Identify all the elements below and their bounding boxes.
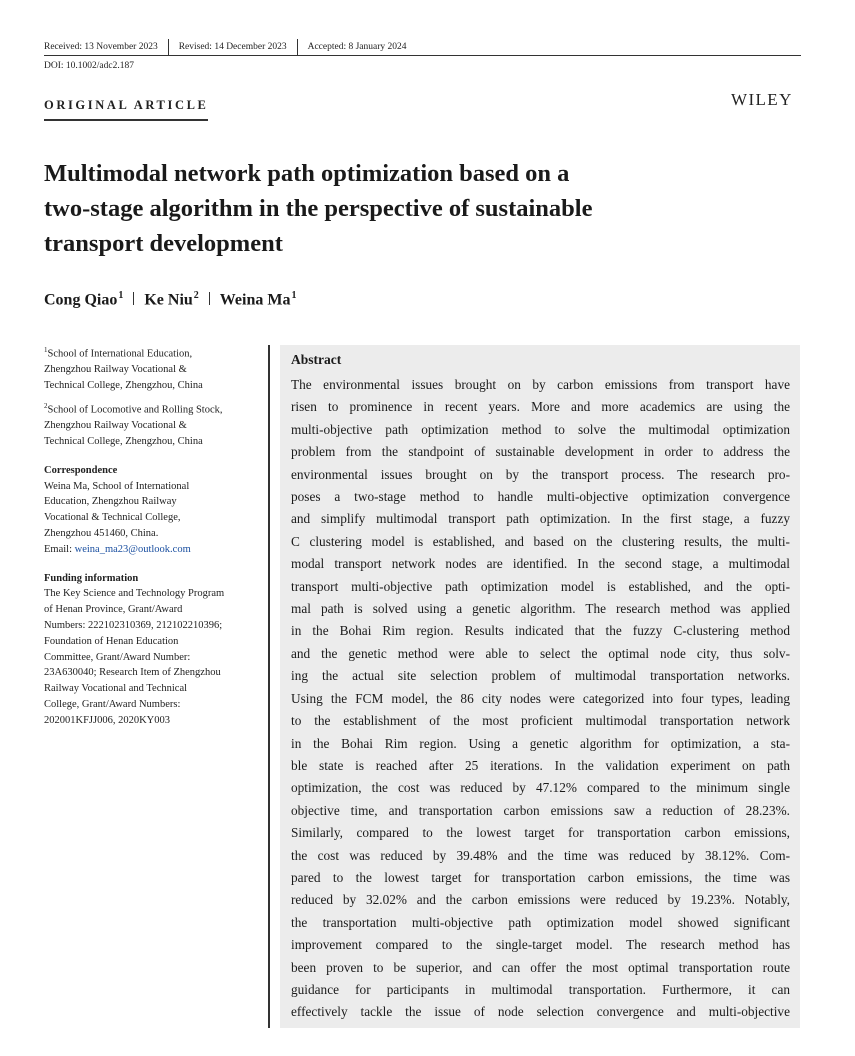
email-link[interactable]: weina_ma23@outlook.com bbox=[74, 543, 191, 555]
correspondence-line: Weina Ma, School of International bbox=[44, 480, 190, 492]
article-title bbox=[44, 156, 784, 261]
funding-line: 202001KFJJ006, 2020KY003 bbox=[44, 714, 171, 726]
abstract-line: C clustering model is established, and based on the clustering results, the multi- bbox=[291, 533, 790, 549]
affiliation-line: School of Locomotive and Rolling Stock, bbox=[47, 404, 223, 416]
author-name: Cong Qiao bbox=[44, 291, 118, 309]
abstract-line: transport multi-objective path optimization model is established, and the opti- bbox=[291, 578, 790, 594]
abstract-line: reduced by 32.02% and the carbon emissions were reduced by 19.23%. Notably, bbox=[291, 892, 790, 908]
sidebar-divider bbox=[268, 345, 270, 1028]
author-separator bbox=[133, 292, 134, 305]
author-list bbox=[44, 290, 296, 309]
abstract-line: modal transport network nodes are identified. In the second stage, a multimodal bbox=[291, 556, 790, 572]
correspondence-line: Zhengzhou 451460, China. bbox=[44, 527, 159, 539]
abstract-line: ble state is reached after 25 iterations. In the validation experiment on path bbox=[291, 757, 790, 773]
author[interactable] bbox=[220, 290, 297, 309]
author[interactable] bbox=[144, 290, 198, 309]
abstract-line: pared to the lowest target for transportation carbon emissions, the time was bbox=[291, 869, 790, 885]
doi[interactable]: DOI: 10.1002/adc2.187 bbox=[44, 61, 134, 71]
correspondence-heading: Correspondence bbox=[44, 464, 118, 476]
abstract-line: to the establishment of the most proficient multimodal transportation network bbox=[291, 713, 790, 729]
funding-line: 23A630040; Research Item of Zhengzhou bbox=[44, 667, 221, 679]
funding-line: of Henan Province, Grant/Award bbox=[44, 604, 183, 616]
abstract-line: and simplify multimodal transport path optimization. In the first stage, a fuzzy bbox=[291, 511, 790, 527]
funding-line: Railway Vocational and Technical bbox=[44, 683, 188, 695]
title-line: Multimodal network path optimization based on a bbox=[44, 160, 570, 187]
publisher-logo: WILEY bbox=[731, 90, 793, 109]
funding-line: Foundation of Henan Education bbox=[44, 635, 179, 647]
abstract-line: objective time, and transportation carbon emissions saw a reduction of 28.23%. bbox=[291, 802, 790, 818]
abstract-line: been proven to be superior, and can offer the most optimal transportation route bbox=[291, 959, 790, 975]
abstract-line: in the Bohai Rim region. Results indicated that the fuzzy C-clustering method bbox=[291, 623, 790, 639]
abstract-line: the transportation multi-objective path optimization model showed significant bbox=[291, 914, 790, 930]
affiliation-line: Technical College, Zhengzhou, China bbox=[44, 435, 203, 447]
correspondence-email-line bbox=[44, 542, 262, 558]
date-separator bbox=[297, 39, 298, 55]
affiliation-mark: 2 bbox=[44, 401, 48, 410]
abstract-line: improvement compared to the single-target model. The research method has bbox=[291, 937, 790, 953]
author[interactable] bbox=[44, 290, 123, 309]
header-rule bbox=[44, 55, 801, 56]
author-name: Ke Niu bbox=[144, 291, 193, 309]
article-sidebar bbox=[44, 343, 262, 729]
abstract-line: Similarly, compared to the lowest target for transportation carbon emissions, bbox=[291, 825, 790, 841]
affiliation-line: Zhengzhou Railway Vocational & bbox=[44, 364, 187, 376]
abstract-line: The environmental issues brought on by carbon emissions from transport have bbox=[291, 377, 790, 392]
affiliation bbox=[44, 399, 262, 450]
email-label: Email: bbox=[44, 543, 75, 555]
author-name: Weina Ma bbox=[219, 291, 291, 309]
abstract-line: problem from the standpoint of sustainable development in order to address the bbox=[291, 444, 790, 460]
author-affiliation-mark: 2 bbox=[193, 290, 199, 301]
abstract-heading: Abstract bbox=[291, 352, 342, 367]
funding-line: The Key Science and Technology Program bbox=[44, 588, 225, 600]
section-label: ORIGINAL ARTICLE bbox=[44, 98, 208, 121]
abstract-line: optimization, the cost was reduced by 47.12% compared to the minimum single bbox=[291, 780, 790, 796]
affiliation-line: Zhengzhou Railway Vocational & bbox=[44, 420, 187, 432]
affiliation-line: Technical College, Zhengzhou, China bbox=[44, 380, 203, 392]
funding-line: College, Grant/Award Numbers: bbox=[44, 698, 181, 710]
funding-heading: Funding information bbox=[44, 572, 139, 584]
abstract-line: in the Bohai Rim region. Using a genetic algorithm for optimization, a sta- bbox=[291, 735, 790, 751]
abstract-line: ing the actual site selection problem of multimodal transportation networks. bbox=[291, 668, 790, 684]
correspondence-line: Vocational & Technical College, bbox=[44, 512, 181, 524]
author-affiliation-mark: 1 bbox=[291, 290, 297, 301]
revised-date: Revised: 14 December 2023 bbox=[178, 42, 287, 52]
abstract-line: guidance for participants in multimodal transportation. Furthermore, it can bbox=[291, 981, 790, 997]
title-line: transport development bbox=[44, 230, 283, 257]
abstract-line: environmental issues brought on by the transport process. The research pro- bbox=[291, 466, 790, 482]
abstract-line: mal path is solved using a genetic algorithm. The research method was applied bbox=[291, 601, 790, 617]
abstract-line: Using the FCM model, the 86 city nodes were categorized into four types, leading bbox=[291, 690, 790, 706]
abstract-line: poses a two-stage method to handle multi-objective optimization convergence bbox=[291, 489, 790, 505]
accepted-date: Accepted: 8 January 2024 bbox=[307, 42, 407, 52]
abstract-line: the cost was reduced by 39.48% and the time was reduced by 38.12%. Com- bbox=[291, 847, 790, 863]
affiliation-line: School of International Education, bbox=[47, 348, 193, 360]
author-affiliation-mark: 1 bbox=[118, 290, 124, 301]
funding-line: Numbers: 222102310369, 212102210396; bbox=[44, 619, 223, 631]
abstract-line: and the genetic method were able to select the optimal node city, thus solv- bbox=[291, 645, 790, 661]
abstract-line: multi-objective path optimization method to solve the multimodal optimization bbox=[291, 421, 790, 437]
article-dates bbox=[44, 39, 407, 55]
received-date: Received: 13 November 2023 bbox=[44, 42, 158, 52]
abstract-line: risen to prominence in recent years. More and more academics are using the bbox=[291, 399, 790, 415]
funding-line: Committee, Grant/Award Number: bbox=[44, 651, 191, 663]
correspondence-line: Education, Zhengzhou Railway bbox=[44, 496, 177, 508]
date-separator bbox=[168, 39, 169, 55]
author-separator bbox=[209, 292, 210, 305]
abstract-body bbox=[291, 374, 790, 1024]
abstract-line: effectively tackle the issue of node selection convergence and multi-objective bbox=[291, 1004, 790, 1020]
affiliation-mark: 1 bbox=[44, 346, 48, 354]
title-line: two-stage algorithm in the perspective of sustainable bbox=[44, 195, 593, 222]
affiliation bbox=[44, 343, 262, 394]
